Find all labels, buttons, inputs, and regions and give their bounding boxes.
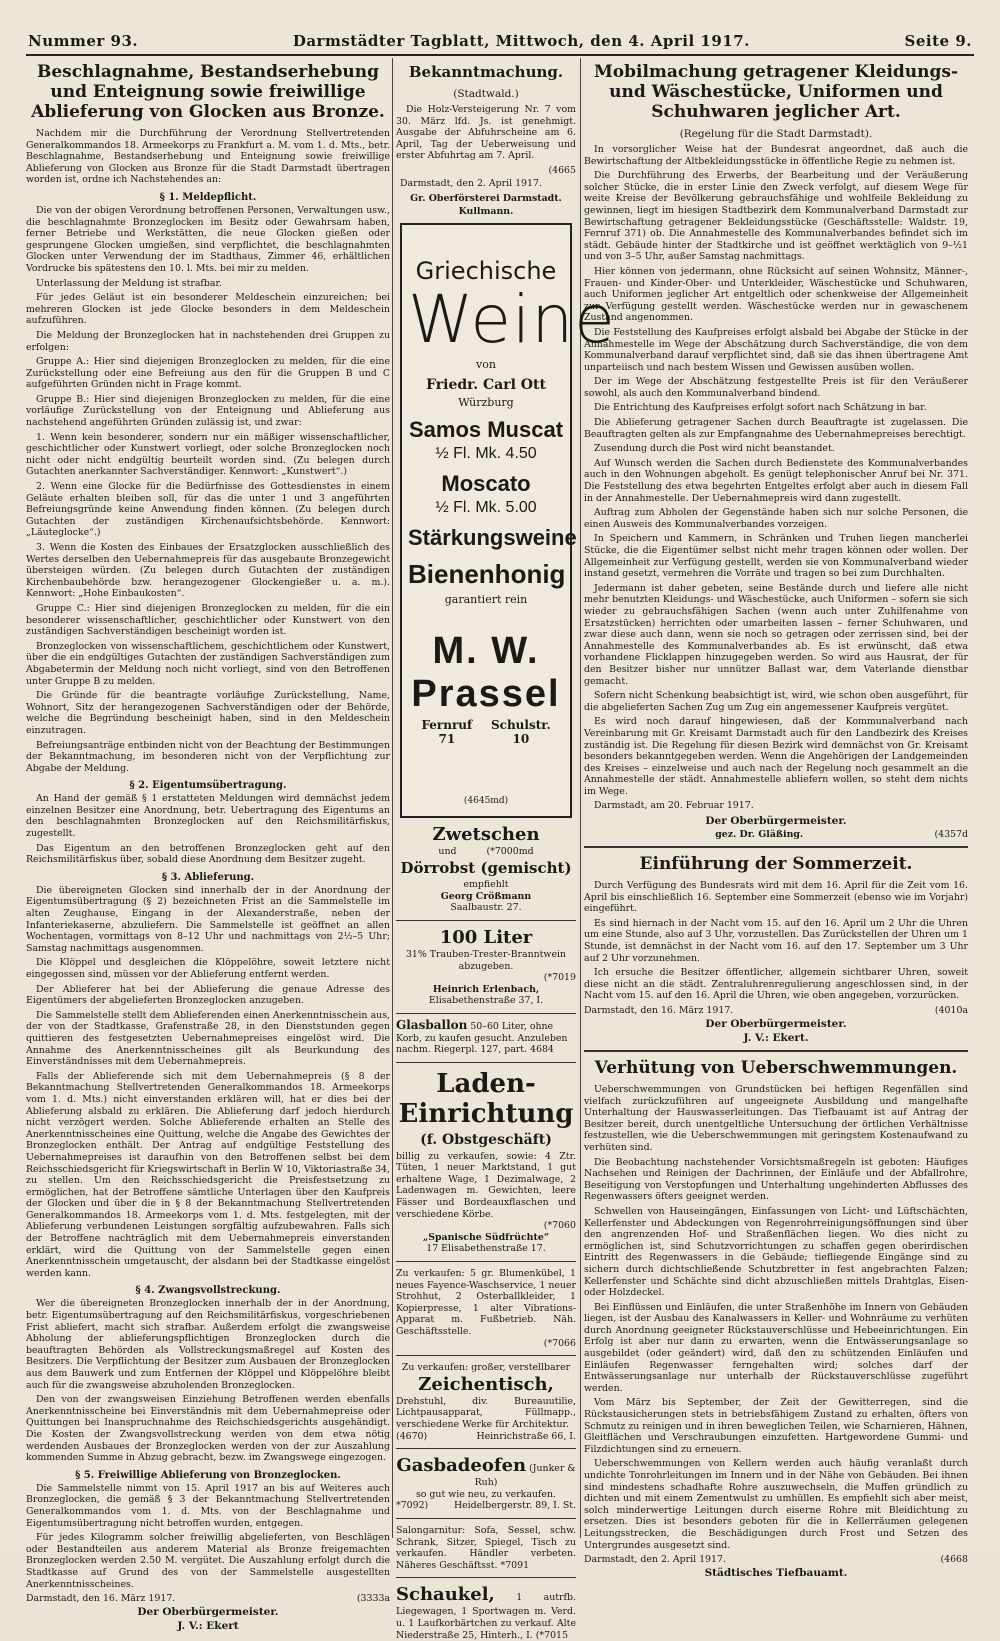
ad-code: (*7066 bbox=[543, 1337, 576, 1349]
ad-text: billig zu verkaufen, sowie: 4 Ztr. Tüten, 1 neuer Marktstand, 1 gut erhaltene Wage, 1 Dezimalwage, 2 Ladenwagen m. Gewichten, leere Fässer und Bordeauxflaschen und verschiedene Körbe. bbox=[396, 1150, 576, 1220]
paragraph: An Hand der gemäß § 1 erstatteten Meldungen wird demnächst jedem einzelnen Besitzer eine Anordnung, betr. Uebertragung des Eigentums an den beschlagnahmten Bronzeglocken auf den Reichsmilitärfiskus, zugestellt. bbox=[26, 793, 390, 840]
paragraph: Sofern nicht Schenkung beabsichtigt ist, wird, wie schon oben ausgeführt, für die abgelieferten Sachen Zug um Zug ein angemessener Kaufpreis vergütet. bbox=[584, 690, 968, 713]
divider bbox=[396, 1518, 576, 1519]
article-title: Beschlagnahme, Bestandserhebung und Enteignung sowie freiwillige Ablieferung von Glocken aus Bronze. bbox=[31, 62, 385, 122]
divider bbox=[396, 1013, 576, 1014]
classified-ad bbox=[396, 1525, 576, 1571]
classified-ad bbox=[396, 1455, 576, 1512]
paragraph: Vom März bis September, der Zeit der Gewitterregen, sind die Rückstausicherungen stets in betriebsfähigem Zustand zu erhalten, öfters von Schmutz zu reinigen und in ihren beweglichen Teilen, wie Scharnieren, Hähnen, Gleitflächen und Verschraubungen einzufetten. Hartgewordene Gummi- und Filzdichtungen sind zu erneuern. bbox=[584, 1397, 969, 1455]
ad-headline: Glasballon bbox=[396, 1017, 468, 1032]
product-price: ½ Fl. Mk. 4.50 bbox=[435, 444, 537, 462]
masthead-date: Darmstädter Tagblatt, Mittwoch, den 4. April 1917. bbox=[292, 32, 750, 50]
ad-code: (*7019 bbox=[543, 972, 576, 984]
page-header bbox=[28, 30, 972, 52]
ad-headline: Schaukel, bbox=[396, 1584, 495, 1606]
paragraph: Gruppe A.: Hier sind diejenigen Bronzeglocken zu melden, für die eine Zurückstellung oder eine Befreiung aus den für die Gruppen B und C aufgeführten Gründen nicht in Frage kommt. bbox=[26, 356, 390, 391]
product-price: ½ Fl. Mk. 5.00 bbox=[435, 498, 537, 516]
paragraph: Die Durchführung des Erwerbs, der Bearbeitung und der Veräußerung solcher Stücke, die in erster Linie den Zweck verfolgt, auf diesem Wege für weite Kreise der Bevölkerung gebrauchsfähige und wohlfeile Bekleidung zu gewinnen, liegt im hiesigen Stadtbezirk dem Kommunalverband Darmstadt zur Bewirtschaftung getragener Bekleidungsstücke (Geschäftsstelle: Waldstr. 19, Fernruf 371) ob. Die Annahmestelle des Kommunalverbandes befindet sich im städt. Gebäude hinter der Stadtkirche und ist geöffnet werktäglich von 9–½1 und von 3–5 Uhr, außer Samstag nachmittags. bbox=[584, 170, 968, 263]
dateline bbox=[26, 1593, 390, 1604]
address: Heidelbergerstr. 89, I. St. bbox=[453, 1500, 576, 1512]
ad-text: empfiehlt bbox=[463, 879, 509, 891]
paragraph: Die übereigneten Glocken sind innerhalb der in der Anordnung der Eigentumsübertragung (§ 2) bezeichneten Frist an die Sammelstelle im alten Zeughause, Eingang in der Alexanderstraße, neben der Infanteriekaserne, abzuliefern. Die Sammelstelle ist geöffnet an allen Wochentagen, vormittags von 8–12 Uhr und nachmittags von 2½–5 Uhr; Samstag nachmittags ausgenommen. bbox=[26, 884, 390, 954]
divider bbox=[396, 1577, 576, 1578]
notice-subtitle: (Stadtwald.) bbox=[453, 88, 519, 100]
seller-contact bbox=[408, 718, 564, 746]
ad-code: (*7015 bbox=[535, 1629, 568, 1641]
address: Heinrichstraße 66, I. bbox=[476, 1430, 576, 1442]
classified-ad bbox=[396, 1362, 576, 1442]
article-title: Einführung der Sommerzeit. bbox=[639, 854, 913, 875]
paragraph: Zusendung durch die Post wird nicht beanstandet. bbox=[594, 443, 835, 455]
ad-text: und bbox=[438, 845, 457, 857]
address: 17 Elisabethenstraße 17. bbox=[426, 1243, 546, 1255]
paragraph: Wer die übereigneten Bronzeglocken innerhalb der in der Anordnung, betr. Eigentumsübertragung auf den Reichsmilitärfiskus, vorgeschriebenen Frist abliefert, macht sich strafbar. Außerdem erfolgt die zwangsweise Abholung der ablieferungspflichtigen Bronzeglocken durch die beauftragten Behörden als Vollstreckungsmaßregel auf Kosten des Besitzers. Die Verpflichtung der Besitzer zum Ausbauen der Bronzeglocken aus dem Bauwerk und zum Entfernen der Klöppel und Klöppelöhre bleibt auch für die zwangsweise abzuholenden Bronzeglocken. bbox=[26, 1298, 390, 1391]
ad-text: von bbox=[476, 357, 496, 371]
paragraph: Ueberschwemmungen von Kellern werden auch häufig veranlaßt durch undichte Tonrohrleitungen im Innern und in der Nähe von Gebäuden. Bei ihnen sind mindestens schadhafte Rohre auszuwechseln, die Muffen gründlich zu dichten und mit einem Zementwulst zu umhüllen. Es empfiehlt sich aber meist, solch minderwertige Leitungen durch eiserne Rohre mit Bleidichtung zu ersetzen. Dies ist besonders geboten für die in Kellerräumen gelegenen Leitungsstrecken, die Beschädigungen durch Frost und Setzen des Untergrundes ausgesetzt sind. bbox=[584, 1458, 968, 1551]
paragraph: Bronzeglocken von wissenschaftlichem, geschichtlichem oder Kunstwert, über die ein endgültiges Gutachten der zuständigen Sachverständigen zum Abgabetermin der Meldung noch nicht vorliegt, sind von den Betroffenen unter Gruppe B zu melden. bbox=[26, 640, 390, 687]
paragraph: Die Beobachtung nachstehender Vorsichtsmaßregeln ist geboten: Häufiges Nachsehen und Reinigen der Dachrinnen, der Einläufe und der Abfallrohre, Beseitigung von Verstopfungen und Unterhaltung ungehinderten Abflusses des Regenwassers öfters geeignet werden. bbox=[584, 1156, 968, 1203]
ad-text: Drehstuhl, div. Bureauutilie, Lichtpausapparat, Füllmapp., verschiedene Werke für Architektur. bbox=[396, 1395, 576, 1430]
paragraph: Bei Einflüssen und Einläufen, die unter Straßenhöhe im Innern von Gebäuden liegen, ist der Ausbau des Kanalwassers in Keller- und Wohnräume zu verhüten durch Anordnung geeigneter Rückstauverschlüsse und Hebeeinrichtungen. Ein Erfolg ist aber nur dann zu erwarten, wenn die Entwässerungsanlage so ausgebildet (oder geändert) wird, daß den zu schützenden Einläufen und Einläufen Regenwasser ferngehalten wird; solches darf der Entwässerungsanlage nur unterhalb der Rückstauverschlüsse zugeführt werden. bbox=[584, 1301, 968, 1394]
signature: J. V.: Ekert bbox=[177, 1620, 239, 1633]
column-divider bbox=[392, 58, 393, 1538]
divider bbox=[396, 1062, 576, 1063]
ad-line bbox=[396, 1500, 576, 1512]
seller-name: M. W. Prassel bbox=[411, 629, 561, 715]
dateline bbox=[584, 1005, 968, 1016]
date: Darmstadt, am 20. Februar 1917. bbox=[594, 800, 754, 812]
section-heading: § 4. Zwangsvollstreckung. bbox=[135, 1285, 281, 1297]
ad-line bbox=[396, 1431, 576, 1443]
ad-line bbox=[396, 846, 576, 858]
ad-code: (4645md) bbox=[463, 795, 509, 806]
ad-code: *7091 bbox=[500, 1559, 530, 1571]
article-title: Verhütung von Ueberschwemmungen. bbox=[594, 1058, 958, 1078]
paragraph: In Speichern und Kammern, in Schränken und Truhen liegen mancherlei Stücke, die die Eigentümer selbst nicht mehr tragen können oder wollen. Der Allgemeinheit zur Verfügung gestellt, werden sie von Kommunalverband wieder instand gesetzt, vermehren die Vorräte und tragen so bei zum Durchhalten. bbox=[584, 533, 968, 580]
paragraph: Der Ablieferer hat bei der Ablieferung die genaue Adresse des Eigentümers der abgelieferten Bronzeglocken anzugeben. bbox=[26, 983, 390, 1007]
ad-headline: 100 Liter bbox=[439, 926, 533, 948]
address: Saalbaustr. 27. bbox=[450, 902, 522, 914]
ad-text: garantiert rein bbox=[444, 592, 528, 606]
divider bbox=[396, 920, 576, 921]
paragraph: Die Sammelstelle nimmt von 15. April 1917 an bis auf Weiteres auch Bronzeglocken, die gemäß § 3 der Bekanntmachung Stellvertretenden Generalkommandos vom 1. d. Mts. von der Beschlagnahme und Eigentumsübertragung nicht betroffen wurden, entgegen. bbox=[26, 1482, 390, 1529]
paragraph: 1. Wenn kein besonderer, sondern nur ein mäßiger wissenschaftlicher, geschichtlicher oder Kunstwert vorliegt, oder solche Bronzeglocken noch nicht oder nicht endgültig beurteilt worden sind. (Zu belegen durch Gutachten anerkannter Sachverständiger. Kennwort: „Kunstwert“.) bbox=[26, 431, 390, 478]
paragraph: Unterlassung der Meldung ist strafbar. bbox=[36, 277, 222, 289]
paragraph: Nachdem mir die Durchführung der Verordnung Stellvertretenden Generalkommandos 18. Armeekorps zu Frankfurt a. M. vom 1. d. Mts., betr. Beschlagnahme, Bestandserhebung und Enteignung sowie freiwillige Ablieferung von Glocken aus Bronze für die Stadt Darmstadt übertragen worden ist, ordne ich Nachstehendes an: bbox=[26, 128, 390, 186]
ad-code: 4684 bbox=[530, 1044, 554, 1056]
signature: Kullmann. bbox=[458, 205, 514, 217]
paragraph: Auftrag zum Abholen der Gegenstände haben sich nur solche Personen, die einen Ausweis des Kommunalverbandes vorzeigen. bbox=[584, 507, 968, 530]
ad-kicker: Griechische bbox=[415, 256, 557, 285]
ad-text: 31% Trauben-Trester-Branntwein abzugeben. bbox=[405, 948, 567, 972]
issue-number: Nummer 93. bbox=[28, 32, 139, 50]
classified-ad bbox=[396, 927, 576, 1007]
ad-code: *7092) bbox=[396, 1500, 429, 1512]
paragraph: Für jedes Kilogramm solcher freiwillig abgelieferten, von Beschlägen oder Bestandteilen aus anderem Material als Bronze freigemachten Bronzeglocken werden 2.50 M. vergütet. Die Auszahlung erfolgt durch die Stadtkasse auf Grund des von der Sammelstelle ausgestellten Anerkenntnisscheines. bbox=[26, 1532, 390, 1590]
column-bells bbox=[26, 58, 390, 1633]
signature: gez. Dr. Gläßing. bbox=[715, 829, 804, 841]
paragraph: Schwellen von Hauseingängen, Einfassungen von Licht- und Lüftschächten, Kellerfenster und Abdeckungen von Regenrohrreinigungsöffnungen sind über den angrenzenden Hof- und Straßenflächen liegen. Wo dies nicht zu ermöglichen ist, sind Schutzvorrichtungen zu schaffen gegen oberirdischen Eintritt des Regenwassers in die Gebäude; tiefliegende Eingänge sind zu sichern durch dichtschließende Schutzbretter in fest angebrachten Falzen; Kellerfenster und Schächte sind dicht abzuschließen mittels Drahtglas, Eisen- oder Holzdeckel. bbox=[584, 1205, 968, 1299]
dateline bbox=[584, 1554, 968, 1565]
paragraph: 3. Wenn die Kosten des Einbaues der Ersatzglocken ausschließlich des Wertes derselben den Uebernahmepreis für das ausgebaute Bronzegewicht übersteigen würden. (Zu belegen durch Gutachten der zuständigen Kirchenbaubehörde bzw. herangezogener Glockengießer u. a. m.). Kennwort: „Hohe Einbaukosten“. bbox=[26, 542, 390, 600]
divider bbox=[584, 846, 968, 848]
ad-headline: Weine bbox=[408, 280, 616, 358]
ad-firm: Georg Crößmann bbox=[440, 890, 532, 902]
signature: Der Oberbürgermeister. bbox=[705, 815, 847, 828]
signature: J. V.: Ekert. bbox=[743, 1032, 809, 1044]
page-number: Seite 9. bbox=[904, 32, 972, 50]
date: Darmstadt, den 2. April 1917. bbox=[400, 177, 542, 189]
signature-line bbox=[584, 829, 968, 840]
paragraph: Der im Wege der Abschätzung festgestellte Preis ist für den Veräußerer sowohl, als auch den Kommunalverband bindend. bbox=[584, 376, 968, 399]
date: Darmstadt, den 2. April 1917. bbox=[584, 1554, 726, 1566]
section-heading: § 3. Ablieferung. bbox=[161, 871, 255, 883]
product-name: Moscato bbox=[441, 470, 531, 496]
classified-ad bbox=[396, 1069, 576, 1255]
column-notices bbox=[584, 58, 969, 1580]
paragraph: Gruppe C.: Hier sind diejenigen Bronzeglocken zu melden, für die ein besonderer wissenschaftlicher, geschichtlicher oder Kunstwert von den zuständigen Sachverständigen bescheinigt worden ist. bbox=[26, 602, 390, 638]
article-title: Mobilmachung getragener Kleidungs- und Wäschestücke, Uniformen und Schuhwaren jeglicher Art. bbox=[593, 62, 959, 122]
ad-text: Salongarnitur: Sofa, Sessel, schw. Schrank, Sitzer, Spiegel, Tisch zu verkaufen. Händler verbeten. Näheres Geschäftsst. bbox=[396, 1524, 576, 1571]
ad-headline: Dörrobst (gemischt) bbox=[400, 859, 572, 878]
ad-headline: Zwetschen bbox=[432, 823, 540, 845]
paragraph: Befreiungsanträge entbinden nicht von der Beachtung der Bestimmungen der Bekanntmachung, im besonderen nicht von der Verpflichtung zur Abgabe der Meldung. bbox=[26, 739, 390, 774]
paragraph: Auf Wunsch werden die Sachen durch Bedienstete des Kommunalverbandes auch in den Wohnungen abgeholt. Es genügt telephonischer Anruf bei Nr. 371. Die Feststellung des etwa begehrten Entgeltes erfolgt aber auch in diesem Fall in der Annahmestelle. Der Uebernahmepreis wird dann zugestellt. bbox=[584, 457, 968, 504]
ad-headline: Zeichentisch, bbox=[418, 1373, 554, 1395]
signature: Gr. Oberförsterei Darmstadt. bbox=[410, 192, 562, 204]
paragraph: Jedermann ist daher gebeten, seine Bestände durch und liefere alle nicht mehr benutzten Kleidungs- und Wäschestücke, auch Uniformen – sofern sie sich wieder zu gebrauchsfähigen Sachen (wenn auch unter Zuhilfenahme von Ersatzstücken) herrichten oder umarbeiten lassen – ferner Schuhwaren, und zwar diese auch dann, wenn sie noch so getragen oder zerrissen sind, bei der Annahmestelle des Kommunalverbandes ab. Es ist erwünscht, daß etwa vorhandene Flicklappen hinzugegeben werden. So wird aus Hausrat, der für den Besitzer bisher nur unnützer Ballast war, dem Vaterlande dienstbar gemacht. bbox=[584, 582, 968, 687]
divider bbox=[584, 1050, 968, 1052]
ad-headline: Einrichtung bbox=[398, 1098, 574, 1129]
section-heading: § 5. Freiwillige Ablieferung von Bronzeglocken. bbox=[75, 1469, 341, 1481]
signature: Der Oberbürgermeister. bbox=[137, 1606, 279, 1619]
ad-code: (4670) bbox=[396, 1430, 428, 1442]
ad-text: so gut wie neu, zu verkaufen. bbox=[416, 1488, 556, 1500]
ad-city: Würzburg bbox=[458, 395, 514, 409]
paragraph: Für jedes Geläut ist ein besonderer Meldeschein einzureichen; bei mehreren Glocken ist jede Glocke besonders in dem Meldeschein aufzuführen. bbox=[26, 292, 390, 327]
paragraph: Das Eigentum an den betroffenen Bronzeglocken geht auf den Reichsmilitärfiskus über, sobald diese Anordnung dem Besitzer zugeht. bbox=[26, 842, 390, 866]
date: Darmstadt, den 16. März 1917. bbox=[26, 1593, 176, 1605]
ad-text: 50–60 Liter, ohne Korb, zu kaufen gesucht. Anzuleben nachm. Riegerpl. 127, part. bbox=[396, 1020, 568, 1056]
ad-text: Zu verkaufen: großer, verstellbarer bbox=[401, 1362, 571, 1374]
article-subtitle: (Regelung für die Stadt Darmstadt). bbox=[679, 128, 873, 140]
classified-ad bbox=[396, 1268, 576, 1349]
paragraph: Gruppe B.: Hier sind diejenigen Bronzeglocken zu melden, für die eine vorläufige Zurückstellung von der Enteignung und Ablieferung aus nachstehend angeführten Gründen zulässig ist, und zwar: bbox=[26, 393, 390, 429]
paragraph: Ich ersuche die Besitzer öffentlicher, allgemein sichtbarer Uhren, soweit diese nicht an die städt. Zentraluhrenregulierung angeschlossen sind, in der Nacht vom 15. auf den 16. April die Uhren, wie oben angegeben, vorzurücken. bbox=[584, 967, 968, 1002]
divider bbox=[396, 1261, 576, 1262]
paragraph: Die Sammelstelle stellt dem Ablieferenden einen Anerkenntnisschein aus, der von der Stadtkasse, Grafenstraße 28, in den Dienststunden gegen quittieren des festgesetzten Uebernahmepreises eingelöst wird. Die Annahme des Anerkenntnisscheines gilt als Beurkundung des Einverständnisses mit dem Uebernahmepreis. bbox=[26, 1009, 390, 1068]
date: Darmstadt, den 16. März 1917. bbox=[584, 1005, 734, 1016]
ad-firm: Friedr. Carl Ott bbox=[426, 376, 546, 393]
column-divider bbox=[580, 58, 581, 1538]
classified-ad bbox=[396, 1017, 576, 1056]
classified-ad bbox=[396, 1584, 576, 1641]
divider bbox=[396, 1355, 576, 1356]
classified-ad bbox=[396, 824, 576, 914]
paragraph: Hier können von jedermann, ohne Rücksicht auf seinen Wohnsitz, Männer-, Frauen- und Kinder-Ober- und Unterkleider, Wäschestücke und Schuhwaren, auch Uniformen jeglicher Art entgeltlich oder schenkweise der Allgemeinheit zur Verfügung gestellt werden. Wäschestücke werden nur in gewaschenem Zustand angenommen. bbox=[584, 265, 968, 324]
section-heading: § 1. Meldepflicht. bbox=[159, 191, 257, 203]
ad-firm: „Spanische Südfrüchte“ bbox=[422, 1231, 550, 1243]
paragraph: Es sind hiernach in der Nacht vom 15. auf den 16. April um 2 Uhr die Uhren um eine Stunde, also auf 3 Uhr, vorzustellen. Das Zurückstellen der Uhren um 1 Stunde, ist demnächst in der Nacht vom 16. auf den 17. September um 3 Uhr auf 2 Uhr vorzunehmen. bbox=[584, 917, 968, 964]
signature: Der Oberbürgermeister. bbox=[705, 1018, 847, 1030]
ad-subheadline: (f. Obstgeschäft) bbox=[420, 1131, 552, 1148]
header-rule bbox=[26, 54, 974, 56]
phone: Fernruf 71 bbox=[421, 717, 473, 746]
ad-code: (*7060 bbox=[543, 1220, 576, 1232]
paragraph: Durch Verfügung des Bundesrats wird mit dem 16. April für die Zeit vom 16. April bis einschließlich 16. September eine Sommerzeit (ebenso wie im Vorjahr) eingeführt. bbox=[584, 880, 968, 915]
paragraph: Den von der zwangsweisen Einziehung Betroffenen werden ebenfalls Anerkenntnisscheine bei Einverständnis mit dem Uebernahmepreise oder Quittungen bei Inanspruchnahme des Reichschiedsgerichts ausgehändigt. Die Kosten der Zwangsvollstreckung werden von dem etwa nötig werdenden Ausbaues der Bronzeglocken werden von der zur Auszahlung kommenden Summe in Abzug gebracht, bezw. im Zwangswege eingezogen. bbox=[26, 1394, 390, 1464]
paragraph: In vorsorglicher Weise hat der Bundesrat angeordnet, daß auch die Bewirtschaftung der Altbekleidungsstücke in öffentliche Regie zu nehmen ist. bbox=[584, 144, 968, 167]
column-ads bbox=[396, 58, 616, 1641]
address: Elisabethenstraße 37, I. bbox=[428, 995, 544, 1007]
paragraph: Die Holz-Versteigerung Nr. 7 vom 30. März lfd. Js. ist genehmigt. Ausgabe der Abfuhrscheine am 6. April, Tag der Ueberweisung und erster Abfuhrtag am 7. April. bbox=[396, 104, 576, 162]
ad-code: (*7000md bbox=[486, 845, 534, 857]
paragraph: Ueberschwemmungen von Grundstücken bei heftigen Regenfällen sind vielfach zurückzuführen auf ungeeignete Ausbildung und mangelhafte Unterhaltung der Hauswasserleitungen. Das Tiefbauamt ist auf Antrag der Besitzer bereit, durch unentgeltliche Untersuchung der örtlichen Verhältnisse festzustellen, wie die Ueberschwemmungen mit geringstem Kostenaufwand zu verhüten sind. bbox=[584, 1084, 968, 1153]
ad-code: (3333a bbox=[356, 1593, 390, 1605]
ad-text: Zu verkaufen: 5 gr. Blumenkübel, 1 neues Fayence-Waschservice, 1 neuer Strohhut, 2 Osterballkleider, 1 Kopierpresse, 1 alter Vibrations-Apparat m. Fußbetrieb. Näh. Geschäftsstelle. bbox=[396, 1268, 576, 1337]
wine-advertisement bbox=[400, 223, 616, 818]
ad-text: 1 autrfb. Liegewagen, 1 Sportwagen m. Verd. u. 1 Laufkorbärtchen zu verkauf. Alte Niederstraße 25, Hinterh., I. bbox=[396, 1592, 576, 1641]
ad-code: (4010a bbox=[934, 1005, 968, 1016]
notice-title: Bekanntmachung. bbox=[408, 63, 564, 81]
paragraph: 2. Wenn eine Glocke für die Bedürfnisse des Gottesdienstes in einem Geläute erhalten bleiben soll, für das die unter 1 und 3 angeführten Befreiungsgründe keine Anwendung finden können. (Zu belegen durch Gutachten der zuständigen Kirchenaufsichtsbehörde. Kennwort: „Läuteglocke“.) bbox=[26, 481, 390, 539]
paragraph: Es wird noch darauf hingewiesen, daß der Kommunalverband nach Vereinbarung mit Gr. Kreisamt Darmstadt auch für den Landbezirk des Kreises zuständig ist. Die Regelung für diesen Bezirk wird demnächst von Gr. Kreisamt besonders bekanntgegeben werden. Wenn die Angehörigen der Landgemeinden des Kreises – einzelweise und auch nach der Regelung noch gesammelt an die Annahmestelle der städt. Annahmestelle abliefern wollen, so steht dem nichts im Wege. bbox=[584, 716, 968, 797]
address: Schulstr. 10 bbox=[490, 717, 551, 746]
ad-firm: Heinrich Erlenbach, bbox=[432, 983, 540, 995]
product-name: Stärkungsweine bbox=[408, 524, 577, 550]
paragraph: Die von der obigen Verordnung betroffenen Personen, Verwaltungen usw., die beschlagnahmte Bronzeglocken im Besitz oder Gewahrsam haben, ferner Betriebe und Werkstätten, die neue Glocken gießen oder gesprungene Glocken umgießen, sind verpflichtet, die beschlagnahmten Glocken unter Verwendung der im Stadthaus, Zimmer 46, erhältlichen Vordrucke bis spätestens den 10. l. Mts. bei mir zu melden. bbox=[26, 204, 390, 274]
paragraph: Die Gründe für die beantragte vorläufige Zurückstellung, Name, Wohnort, Sitz der herangezogenen Sachverständigen oder der Behörde, welche die Begründung bescheinigt haben, sind in den Meldeschein einzutragen. bbox=[26, 690, 390, 736]
ad-code: (4668 bbox=[940, 1554, 968, 1566]
paragraph: Falls der Ablieferende sich mit dem Uebernahmepreis (§ 8 der Bekanntmachung Stellvertretenden Generalkommandos 18. Armeekorps vom 1. d. Mts.) nicht einverstanden erklären will, hat er dies bei der Ablieferung alsbald zu erklären. Die Ablieferung darf jedoch hierdurch nicht verzögert werden. Solche Ablieferende erhalten an Stelle des Anerkenntnisscheines eine Quittung, welche die Angabe des Gewichtes der Bronzeglocken enthält. Der Antrag auf endgültige Feststellung des Uebernahmepreises ist daraufhin von den Betroffenen selbst bei dem Reichsschiedsgericht für Kriegswirtschaft in Berlin W 10, Viktoriastraße 34, zu stellen. Um den Reichsschiedsgericht die Preisfestsetzung zu ermöglichen, hat der Betroffene sämtliche Unterlagen über den Kaufpreis der Glocken und über die in § 8 der Bekanntmachung Stellvertretenden Generalkommandos 18. Armeekorps vom 1. d. Mts. festgelegten, mit der Ablieferung verbundenen Leistungen sorgfältig aufzubewahren. Falls sich der Betroffene nachträglich mit dem Uebernahmepreis einverstanden erklärt, wird die Quittung von der Sammelstelle gegen einen Anerkenntnisschein umgetauscht, der alsdann bei der Stadtkasse eingelöst werden kann. bbox=[26, 1070, 390, 1279]
ad-headline: Gasbadeofen bbox=[396, 1455, 527, 1477]
ad-code: (4357d bbox=[934, 829, 968, 841]
ad-code: (4665 bbox=[548, 164, 576, 176]
paragraph: Die Entrichtung des Kaufpreises erfolgt sofort nach Schätzung in bar. bbox=[594, 402, 927, 414]
paragraph: Die Ablieferung getragener Sachen durch Beauftragte ist zugelassen. Die Beauftragten gelten als zur Empfangnahme des Uebernahmepreises berechtigt. bbox=[584, 417, 968, 440]
signature: Städtisches Tiefbauamt. bbox=[704, 1567, 848, 1580]
ad-headline: Laden- bbox=[436, 1068, 536, 1099]
product-name: Bienenhonig bbox=[408, 558, 566, 589]
section-heading: § 2. Eigentumsübertragung. bbox=[129, 780, 287, 792]
paragraph: Die Klöppel und desgleichen die Klöppelöhre, soweit letztere nicht eingegossen sind, müssen vor der Ablieferung entfernt werden. bbox=[26, 957, 390, 980]
product-name: Samos Muscat bbox=[408, 416, 564, 442]
ad-text: (Junker & Ruh) bbox=[474, 1463, 576, 1489]
paragraph: Die Meldung der Bronzeglocken hat in nachstehenden drei Gruppen zu erfolgen: bbox=[26, 329, 390, 353]
divider bbox=[396, 1448, 576, 1449]
paragraph: Die Feststellung des Kaufpreises erfolgt alsbald bei Abgabe der Stücke in der Annahmestelle im Wege der Abschätzung durch Sachverständige, die von dem Kommunalverband darauf verpflichtet sind, daß sie das ihnen übertragene Amt unparteiisch und nach bestem Wissen und Gewissen ausüben wollen. bbox=[584, 326, 968, 373]
